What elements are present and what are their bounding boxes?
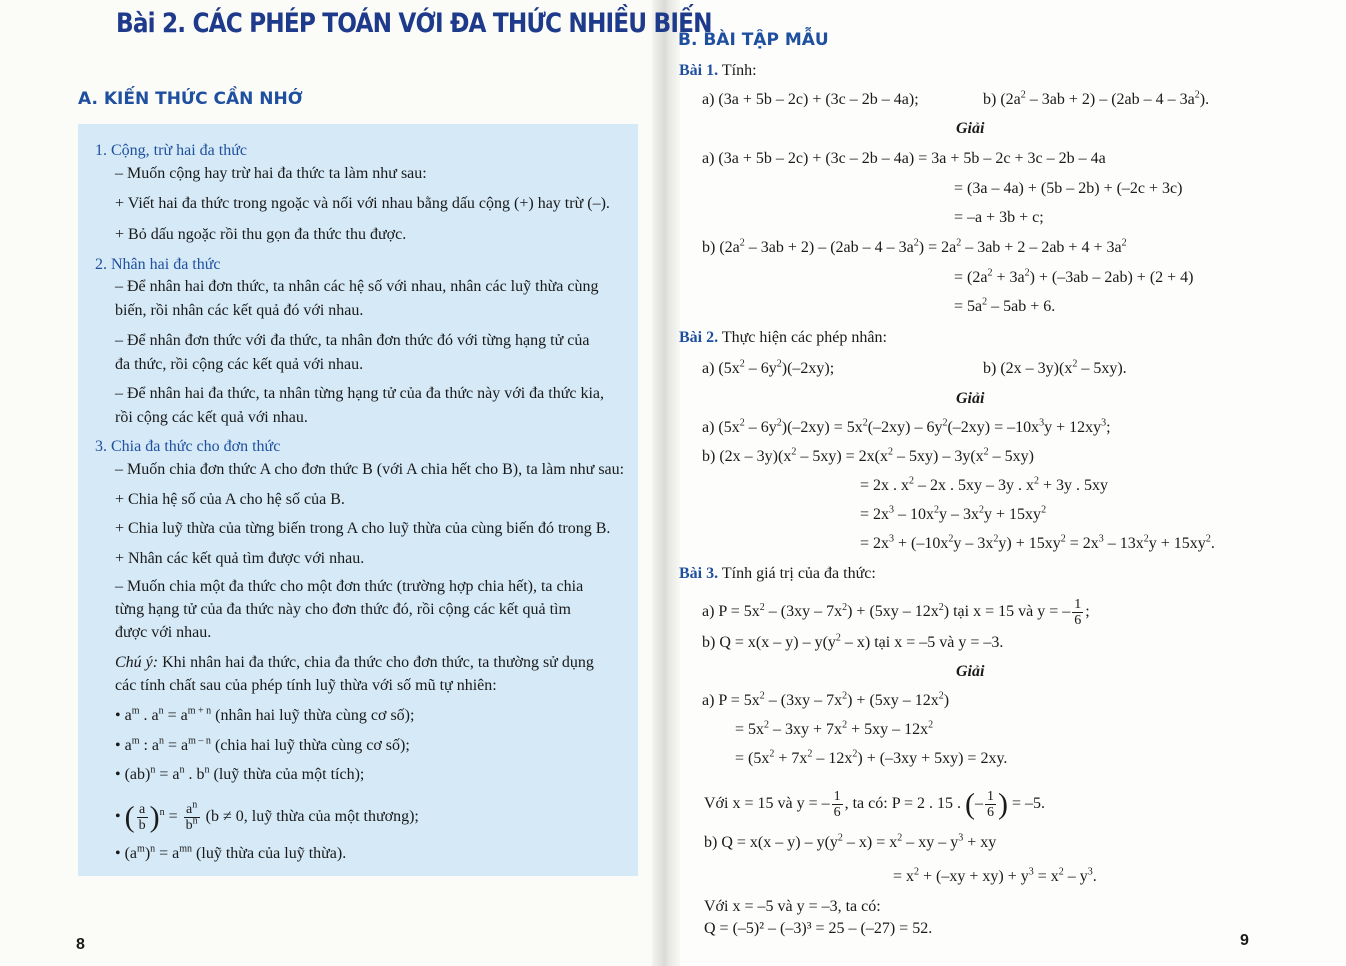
text-line: + Viết hai đa thức trong ngoặc và nối với nhau bằng dấu cộng (+) hay trừ (–). (115, 195, 610, 212)
bai3-solution-b-step: = $x^2 + (-xy + xy) + y^3 = x^2 - y^3$. (893, 866, 1097, 885)
text-line: đa thức, rồi cộng các kết quả với nhau. (115, 356, 364, 373)
bai1-solution-b-result: = $5a^2 - 5ab + 6$. (954, 296, 1056, 315)
bai2-solution-b-result: = $2x^3 + (-10x^2y - 3x^2y) + 15xy^2 = 2x^3 - 13x^2y + 15xy^2$. (860, 533, 1215, 552)
text-line: biến, rồi nhân các kết quả đó với nhau. (115, 302, 364, 319)
text-line: + Chia hệ số của A cho hệ số của B. (115, 491, 345, 508)
power-rule-5: • $(a^m)^n = a^{mn}$ (luỹ thừa của luỹ thừa). (115, 843, 347, 862)
bai3-solution-b: b) $Q = x(x - y) - y(y^2 - x) = x^2$ – xy – $y^3$ + xy (704, 832, 997, 851)
sub-heading-1: 1. Cộng, trừ hai đa thức (95, 142, 247, 159)
bai3-heading: Bài 3. Tính giá trị của đa thức: (679, 565, 876, 582)
text-line: + Chia luỹ thừa của từng biến trong A cho luỹ thừa của cùng biến đó trong B. (115, 520, 611, 537)
bai2-solution-b: b) $(2x - 3y)(x^2 - 5xy) = 2x(x^2 - 5xy) - 3y(x^2 - 5xy)$ (702, 446, 1034, 465)
text-line: – Để nhân đơn thức với đa thức, ta nhân đơn thức đó với từng hạng tử của (115, 332, 590, 349)
text-line: – Muốn chia đơn thức A cho đơn thức B (với A chia hết cho B), ta làm như sau: (115, 461, 625, 478)
bai1-solution-a-result: = –a + 3b + c; (954, 209, 1044, 226)
text-line: – Để nhân hai đơn thức, ta nhân các hệ số với nhau, nhân các luỹ thừa cùng (115, 278, 599, 295)
text-line: – Muốn chia một đa thức cho một đơn thức (trường hợp chia hết), ta chia (115, 578, 584, 595)
solution-label: Giải (956, 390, 985, 407)
book-gutter (652, 0, 680, 966)
power-rule-3: • $(ab)^n = a^n$ . $b^n$ (luỹ thừa của một tích); (115, 764, 365, 783)
bai1-solution-b-step: = $(2a^2 + 3a^2) + (-3ab - 2ab) + (2 + 4)$ (954, 267, 1194, 286)
bai1-problem-a: a) (3a + 5b – 2c) + (3c – 2b – 4a); (702, 91, 919, 108)
bai1-heading: Bài 1. Tính: (679, 62, 757, 79)
bai2-solution-b-step1: = 2x . $x^2 - 2x$ . 5xy – 3y . $x^2 + 3y$ . 5xy (860, 475, 1109, 494)
bai1-problem-b: b) $(2a^2 - 3ab + 2) - (2ab - 4 - 3a^2)$. (983, 89, 1210, 108)
bai1-solution-b: b) $(2a^2 - 3ab + 2) - (2ab - 4 - 3a^2) = 2a^2 - 3ab + 2 - 2ab + 4 + 3a^2$ (702, 237, 1127, 256)
text-line: rồi cộng các kết quả với nhau. (115, 409, 308, 426)
bai3-solution-a-value: Với x = 15 và y = – $\frac{1}{6}$ , ta có: P = 2 . 15 . (– $\frac{1}{6}$ ) = –5. (704, 787, 1046, 821)
solution-label: Giải (956, 120, 985, 137)
text-line: + Nhân các kết quả tìm được với nhau. (115, 550, 365, 567)
bai3-problem-a: a) $P = 5x^2 - (3xy - 7x^2) + (5xy - 12x^2)$ tại x = 15 và y = – $\frac{1}{6}$ ; (702, 597, 1090, 628)
power-rule-1: • $a^m$ . $a^n = a^{m + n}$ (nhân hai luỹ thừa cùng cơ số); (115, 705, 415, 724)
solution-label: Giải (956, 663, 985, 680)
bai2-heading: Bài 2. Thực hiện các phép nhân: (679, 329, 887, 346)
bai3-solution-a: a) $P = 5x^2 - (3xy - 7x^2) + (5xy - 12x^2)$ (702, 690, 950, 709)
text-line: – Để nhân hai đa thức, ta nhân từng hạng tử của đa thức này với đa thức kia, (115, 385, 605, 402)
bai3-final-intro: Với x = –5 và y = –3, ta có: (704, 898, 881, 915)
power-rule-4: • ( $\frac{a}{b}$ )$^n$ = $\frac{a^n}{b^n}$ (b ≠ 0, luỹ thừa của một thương); (115, 799, 419, 834)
note-label: Chú ý: (115, 654, 159, 671)
bai3-solution-a-step1: = $5x^2 - 3xy + 7x^2 + 5xy - 12x^2$ (735, 719, 934, 738)
page-number-right: 9 (1240, 932, 1249, 949)
sub-heading-3: 3. Chia đa thức cho đơn thức (95, 438, 281, 455)
text-line: – Muốn cộng hay trừ hai đa thức ta làm như sau: (115, 165, 427, 182)
note-line: Chú ý: Khi nhân hai đa thức, chia đa thức cho đơn thức, ta thường sử dụng (115, 654, 594, 671)
bai3-final-result: Q = (–5)² – (–3)³ = 25 – (–27) = 52. (704, 920, 933, 937)
bai3-solution-a-step2: = $(5x^2 + 7x^2 - 12x^2) + (-3xy + 5xy) = 2xy$. (735, 748, 1008, 767)
bai3-problem-b: b) $Q = x(x - y) - y(y^2 - x)$ tại x = –5 và y = –3. (702, 632, 1004, 651)
text-line: + Bỏ dấu ngoặc rồi thu gọn đa thức thu được. (115, 226, 407, 243)
section-a-heading: A. KIẾN THỨC CẦN NHỚ (78, 89, 303, 109)
power-rule-2: • $a^m$ : $a^n = a^{m - n}$ (chia hai luỹ thừa cùng cơ số); (115, 735, 410, 754)
text-line: từng hạng tử của đa thức này cho đơn thức đó, rồi cộng các kết quả tìm (115, 601, 571, 618)
section-b-heading: B. BÀI TẬP MẪU (678, 30, 829, 50)
bai2-problem-a: a) $(5x^2 - 6y^2)(-2xy)$; (702, 358, 835, 377)
text-line: được với nhau. (115, 624, 212, 641)
lesson-title: Bài 2. CÁC PHÉP TOÁN VỚI ĐA THỨC NHIỀU BIẾN (116, 8, 712, 39)
page-number-left: 8 (76, 936, 85, 953)
sub-heading-2: 2. Nhân hai đa thức (95, 256, 221, 273)
bai1-solution-a-step: = (3a – 4a) + (5b – 2b) + (–2c + 3c) (954, 180, 1183, 197)
bai2-solution-b-step2: = $2x^3 - 10x^2y - 3x^2y + 15xy^2$ (860, 504, 1047, 523)
bai2-solution-a: a) $(5x^2 - 6y^2)(-2xy) = 5x^2(-2xy) - 6y^2(-2xy) = -10x^3y + 12xy^3$; (702, 417, 1111, 436)
bai2-problem-b: b) $(2x - 3y)(x^2 - 5xy)$. (983, 358, 1127, 377)
bai1-solution-a: a) (3a + 5b – 2c) + (3c – 2b – 4a) = 3a + 5b – 2c + 3c – 2b – 4a (702, 150, 1106, 167)
text-line: các tính chất sau của phép tính luỹ thừa với số mũ tự nhiên: (115, 677, 497, 694)
